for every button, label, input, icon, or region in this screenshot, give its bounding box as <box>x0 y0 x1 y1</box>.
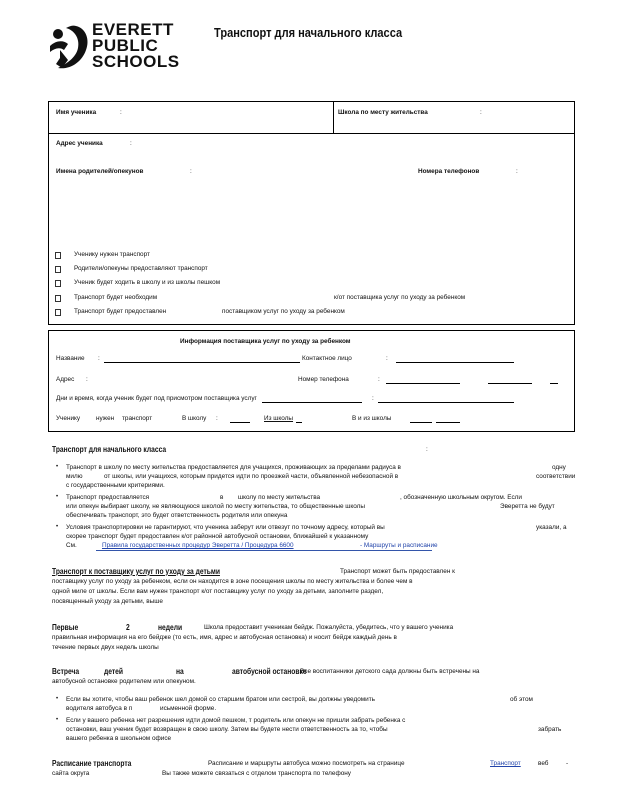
section-title-word: 2 <box>126 622 130 632</box>
bullet: • <box>56 524 59 530</box>
option-label: Ученик будет ходить в школу и из школы пешком <box>74 279 221 286</box>
section-title: Транспорт к поставщику услуг по уходу за детьми <box>52 566 220 576</box>
contact-label: Контактное лицо <box>302 355 352 362</box>
student-form-box <box>48 101 575 325</box>
option-checkbox[interactable] <box>55 280 61 287</box>
text-line: Транспорт может быть предоставлен к <box>340 568 455 575</box>
text-line: Условия транспортировки не гарантируют, что ученика заберут или отвезут по точному адресу, который вы <box>66 524 385 531</box>
logo-line2: PUBLIC <box>92 36 159 55</box>
option-checkbox[interactable] <box>55 295 61 302</box>
text-line: Вы также можете связаться с отделом транспорта по телефону <box>162 770 352 777</box>
option-checkbox[interactable] <box>55 309 61 316</box>
divider <box>48 133 574 134</box>
text-line: поставщику услуг по уходу за ребенком, если он находится в зоне посещения школы по месту жительства и более чем в <box>52 578 413 585</box>
colon: : <box>130 140 132 147</box>
section-title-word: детей <box>104 666 124 676</box>
page-title: Транспорт для начального класса <box>214 25 403 40</box>
from-school-option[interactable]: Из школы <box>264 415 294 422</box>
text-line: исьменной форме. <box>160 705 217 712</box>
option-label-tail: поставщиком услуг по уходу за ребенком <box>222 308 345 315</box>
option-checkbox[interactable] <box>55 266 61 273</box>
text-line: Все воспитанники детского сада должны быть встречены на <box>300 668 480 675</box>
bullet: • <box>56 494 59 500</box>
colon: : <box>98 355 100 362</box>
both-field[interactable] <box>410 422 432 423</box>
colon: : <box>480 109 482 116</box>
text-line: водителя автобуса в п <box>66 705 133 712</box>
colon: : <box>120 109 122 116</box>
text-line: указали, а <box>536 524 567 531</box>
text-line: одну <box>552 464 566 471</box>
option-label: Транспорт будет предоставлен <box>74 308 167 315</box>
both-field-2[interactable] <box>436 422 460 423</box>
text-line: течение первых двух недель школы <box>52 644 159 651</box>
text-line: или опекун выбирает школу, не являющуюся школой по месту жительства, то общественные школы <box>66 503 366 510</box>
address-label: Адрес ученика <box>56 140 103 147</box>
section-title-word: Первые <box>52 622 79 632</box>
option-checkbox[interactable] <box>55 252 61 259</box>
needs-label-c: транспорт <box>122 415 153 422</box>
text-line: - <box>566 760 569 767</box>
phones-field[interactable] <box>522 165 570 177</box>
section-title: Транспорт для начального класса <box>52 444 167 454</box>
text-line: Транспорт в школу по месту жительства предоставляется для учащихся, проживающих за пределами радиуса в <box>66 464 401 471</box>
text-line: сайта округа <box>52 770 90 777</box>
procedure-link[interactable]: Правила государственных процедур Эверетта / Процедура 6600 <box>102 542 294 549</box>
text-line: Эверетта не будут <box>500 503 555 510</box>
text-line: Транспорт предоставляется <box>66 494 150 501</box>
option-label: Транспорт будет необходим <box>74 294 158 301</box>
provider-heading: Информация поставщика услуг по уходу за ребенком <box>180 338 351 345</box>
provider-phone-label: Номер телефона <box>298 376 349 383</box>
section-title: Расписание транспорта <box>52 758 132 768</box>
phone-field-part2[interactable] <box>488 383 532 384</box>
colon: : <box>216 415 218 422</box>
to-school-option[interactable]: В школу <box>182 415 207 422</box>
colon: : <box>426 446 428 453</box>
colon: : <box>190 168 192 175</box>
phone-field-part1[interactable] <box>386 383 460 384</box>
logo-text <box>92 22 180 70</box>
text-line: правильная информация на его бейдже (то есть, имя, адрес и автобусная остановка) и носит бейдж каждый день в <box>52 634 397 641</box>
section-title-word: недели <box>158 622 183 632</box>
text-line: Если у вашего ребенка нет разрешения идти домой пешком, т родитель или опекун не пришли забрать ребенка с <box>66 717 406 724</box>
contact-field[interactable] <box>396 362 514 363</box>
school-field[interactable] <box>486 106 570 118</box>
needs-label-a: Ученику <box>56 415 81 422</box>
text-line: милю <box>66 473 83 480</box>
times-field-2[interactable] <box>378 402 514 403</box>
text-line: Если вы хотите, чтобы ваш ребенок шел домой со старшим братом или сестрой, вы должны уведомить <box>66 696 375 703</box>
text-line: посвященный уходу за детьми, выше <box>52 598 163 605</box>
to-school-field[interactable] <box>230 422 250 423</box>
provider-address-label: Адрес <box>56 376 75 383</box>
student-name-field[interactable] <box>128 106 328 118</box>
text-line: веб <box>538 760 549 767</box>
text-line: забрать <box>538 726 562 733</box>
bullet: • <box>56 696 59 702</box>
bullet: • <box>56 717 59 723</box>
times-field[interactable] <box>262 402 362 403</box>
provider-name-label: Название <box>56 355 85 362</box>
times-label: Дни и время, когда ученик будет под присмотром поставщика услуг <box>56 395 257 402</box>
bullet: • <box>56 464 59 470</box>
text-line: автобусной остановке родителем или опекуном. <box>52 678 196 685</box>
text-line: обеспечивать транспорт, это будет ответственность родителя или опекуна <box>66 512 288 519</box>
logo-icon <box>46 20 94 76</box>
text-line: с государственными критериями. <box>66 482 165 489</box>
phone-field-part3[interactable] <box>550 383 558 384</box>
logo-line3: SCHOOLS <box>92 52 180 71</box>
text-line: от школы, или учащихся, которым придется идти по проезжей части, объявленной небезопасной в <box>104 473 399 480</box>
colon: : <box>86 376 88 383</box>
student-name-label: Имя ученика <box>56 109 97 116</box>
text-line: об этом <box>510 696 533 703</box>
colon: : <box>378 376 380 383</box>
section-title-word: автобусной остановке <box>232 666 307 676</box>
link-underline <box>96 550 432 551</box>
text-line: См. <box>66 542 77 549</box>
from-school-field[interactable] <box>296 422 302 423</box>
section-title-word: на <box>176 666 184 676</box>
text-line: вашего ребенка в школьном офисе <box>66 735 172 742</box>
section-title-word: Встреча <box>52 666 80 676</box>
text-line: Школа предоставит ученикам бейдж. Пожалуйста, убедитесь, что у вашего ученика <box>204 624 454 631</box>
text-line: одной миле от школы. Если вам нужен транспорт к/от поставщику услуг по уходу за детьми, заполните раздел, <box>52 588 384 595</box>
address-field[interactable] <box>136 137 556 149</box>
colon: : <box>516 168 518 175</box>
colon: : <box>372 395 374 402</box>
both-option[interactable]: В и из школы <box>352 415 392 422</box>
school-label: Школа по месту жительства <box>338 109 428 116</box>
option-label-tail: к/от поставщика услуг по уходу за ребенком <box>334 294 466 301</box>
text-line: , обозначенную школьным округом. Если <box>400 494 522 501</box>
colon: : <box>386 355 388 362</box>
text-line: соответствии <box>536 473 576 480</box>
provider-name-field[interactable] <box>104 362 300 363</box>
transport-link[interactable]: Транспорт <box>490 760 521 767</box>
parents-field[interactable] <box>196 165 396 177</box>
text-line: школу по месту жительства <box>238 494 321 501</box>
phones-label: Номера телефонов <box>418 168 480 175</box>
parents-label: Имена родителей/опекунов <box>56 168 144 175</box>
option-label: Ученику нужен транспорт <box>74 251 150 258</box>
text-line: в <box>220 494 224 501</box>
text-line: Расписание и маршруты автобуса можно посмотреть на странице <box>208 760 405 767</box>
text-line: скорее транспорт будет предоставлен к/от районной автобусной остановки, ближайшей к указанному <box>66 533 369 540</box>
routes-link[interactable]: - Маршруты и расписание <box>360 542 438 549</box>
logo-line1: EVERETT <box>92 20 174 39</box>
option-label: Родители/опекуны предоставляют транспорт <box>74 265 208 272</box>
needs-label-b: нужен <box>96 415 115 422</box>
text-line: остановки, ваш ученик будет возвращен в свою школу. Затем вы будете нести ответственность за то, чтобы <box>66 726 388 733</box>
divider <box>333 101 334 133</box>
